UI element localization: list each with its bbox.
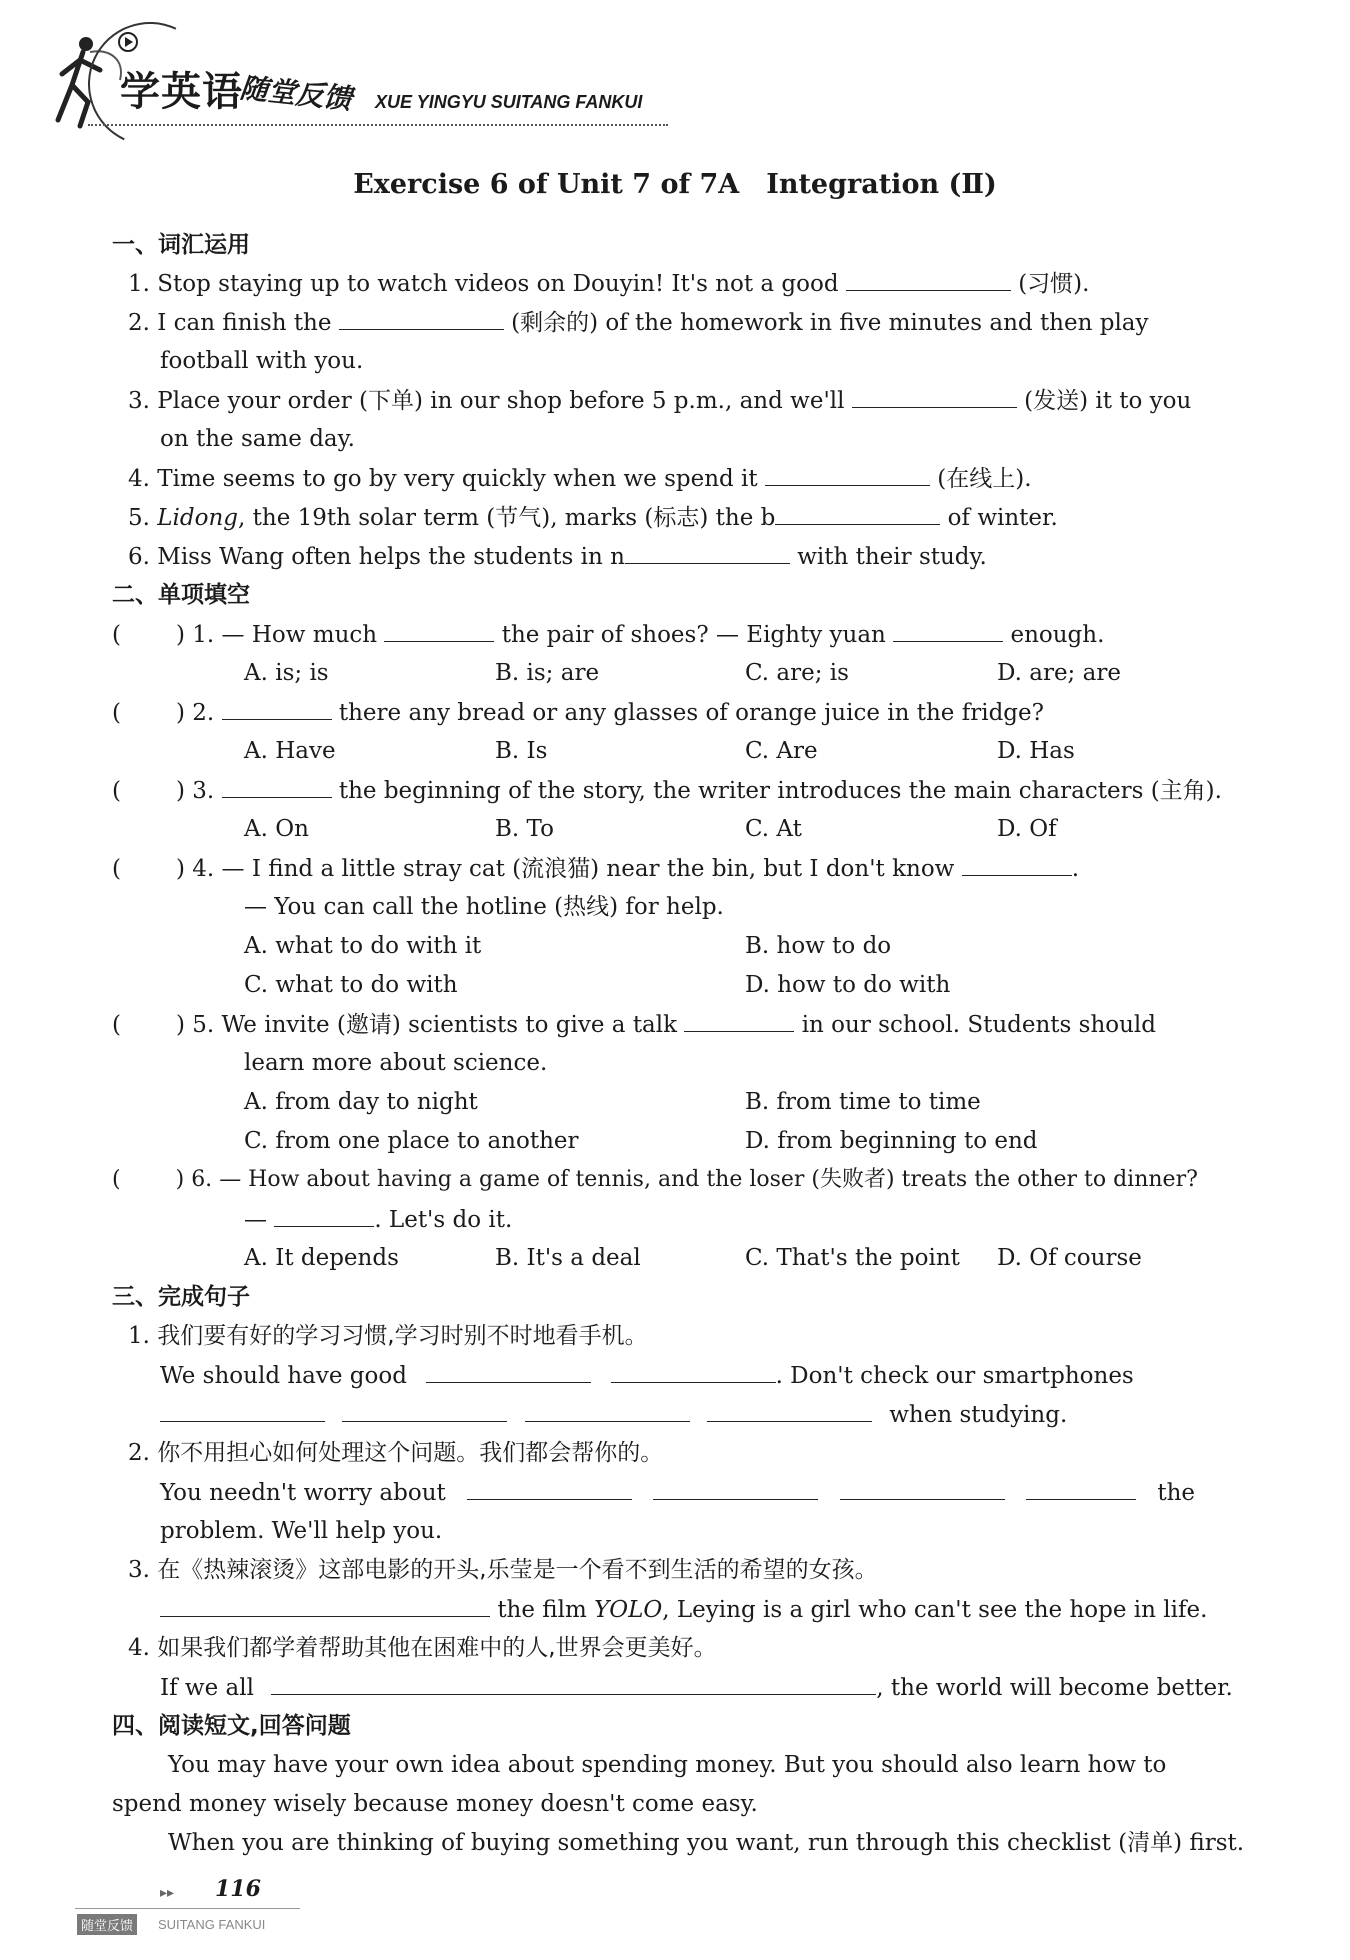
answer-blank[interactable] [342,1399,507,1422]
mc-question: ( ) 5. We invite (邀请) scientists to give a talk in our school. Students should [112,1009,1156,1040]
answer-blank[interactable] [160,1594,490,1617]
answer-paren[interactable]: ( ) [112,778,185,804]
answer-blank[interactable] [775,502,940,525]
option-d: D. Of course [997,1245,1142,1271]
option-b: B. is; are [495,660,600,686]
option-a: A. from day to night [244,1089,478,1115]
answer-blank[interactable] [525,1399,690,1422]
answer-blank [274,1204,374,1227]
page-number: 116 [215,1876,261,1902]
footer-label-cn: 随堂反馈 [77,1914,137,1935]
section-heading: 一、词汇运用 [112,232,250,258]
option-b: B. how to do [745,933,892,959]
option-a: A. what to do with it [244,933,482,959]
translate-item: 4. 如果我们都学着帮助其他在困难中的人,世界会更美好。 [128,1635,717,1661]
brand-title: 学英语 [120,69,243,115]
answer-blank[interactable] [846,268,1011,291]
option-d: D. from beginning to end [745,1128,1038,1154]
answer-blank[interactable] [765,463,930,486]
answer-paren[interactable]: ( ) [112,700,185,726]
answer-blank[interactable] [467,1477,632,1500]
vocab-item: 5. Lidong, the 19th solar term (节气), marks (标志) the b of winter. [128,502,1058,533]
option-d: D. how to do with [745,972,951,998]
option-a: A. Have [244,738,336,764]
answer-blank[interactable] [160,1399,325,1422]
answer-paren[interactable]: ( ) [112,856,185,882]
translate-answer-line: You needn't worry about the [160,1477,1195,1508]
option-c: C. That's the point [745,1245,960,1271]
option-b: B. from time to time [745,1089,981,1115]
option-c: C. are; is [745,660,849,686]
answer-blank [222,775,332,798]
brand-pinyin: XUE YINGYU SUITANG FANKUI [375,92,643,112]
exercise-title: Exercise 6 of Unit 7 of 7A Integration (Ⅱ) [353,169,997,200]
answer-blank [962,853,1072,876]
translate-item: 1. 我们要有好的学习习惯,学习时别不时地看手机。 [128,1323,648,1349]
answer-blank [684,1009,794,1032]
vocab-item: 6. Miss Wang often helps the students in n with their study. [128,541,987,572]
option-c: C. from one place to another [244,1128,579,1154]
mc-question: ( ) 3. the beginning of the story, the writer introduces the main characters (主角). [112,775,1222,806]
translate-item: 3. 在《热辣滚烫》这部电影的开头,乐莹是一个看不到生活的希望的女孩。 [128,1557,878,1583]
option-c: C. At [745,816,802,842]
reading-paragraph: spend money wisely because money doesn't come easy. [112,1791,758,1817]
reading-paragraph: You may have your own idea about spending money. But you should also learn how to [168,1752,1167,1778]
answer-blank[interactable] [339,307,504,330]
translate-answer-line: We should have good . Don't check our smartphones [160,1360,1134,1391]
answer-blank[interactable] [271,1672,876,1695]
vocab-item: 3. Place your order (下单) in our shop before 5 p.m., and we'll (发送) it to you [128,385,1191,416]
section-heading: 四、阅读短文,回答问题 [112,1713,351,1739]
option-c: C. what to do with [244,972,458,998]
translate-item: 2. 你不用担心如何处理这个问题。我们都会帮你的。 [128,1440,664,1466]
option-c: C. Are [745,738,818,764]
option-b: B. Is [495,738,548,764]
option-b: B. It's a deal [495,1245,641,1271]
answer-blank[interactable] [611,1360,776,1383]
footer-label-en: SUITANG FANKUI [158,1917,266,1932]
translate-answer-line: when studying. [160,1399,1067,1430]
mc-question: ( ) 6. — How about having a game of tennis, and the loser (失败者) treats the other to dinner? [112,1167,1198,1192]
vocab-item-continued: football with you. [160,348,364,374]
answer-blank[interactable] [653,1477,818,1500]
answer-paren[interactable]: ( ) [112,1167,185,1192]
translate-answer-line: If we all , the world will become better. [160,1672,1233,1703]
option-d: D. Of [997,816,1057,842]
section-heading: 二、单项填空 [112,582,250,608]
header-dotted-line [88,124,668,126]
answer-blank [222,697,332,720]
reading-paragraph: When you are thinking of buying something you want, run through this checklist (清单) first. [168,1830,1245,1856]
mc-question: ( ) 4. — I find a little stray cat (流浪猫) near the bin, but I don't know . [112,853,1079,884]
mc-question: ( ) 2. there any bread or any glasses of orange juice in the fridge? [112,697,1044,728]
option-d: D. Has [997,738,1075,764]
option-a: A. On [244,816,309,842]
answer-paren[interactable]: ( ) [112,622,185,648]
option-b: B. To [495,816,554,842]
translate-answer-line: problem. We'll help you. [160,1518,443,1544]
answer-blank[interactable] [1026,1477,1136,1500]
section-heading: 三、完成句子 [112,1284,250,1310]
answer-paren[interactable]: ( ) [112,1012,185,1038]
answer-blank[interactable] [852,385,1017,408]
question-line: — You can call the hotline (热线) for help. [244,894,724,920]
option-a: A. is; is [244,660,329,686]
vocab-item-continued: on the same day. [160,426,355,452]
answer-blank[interactable] [707,1399,872,1422]
translate-answer-line: the film YOLO, Leying is a girl who can't see the hope in life. [160,1594,1207,1625]
question-line: learn more about science. [244,1050,548,1076]
mc-question: ( ) 1. — How much the pair of shoes? — Eighty yuan enough. [112,619,1104,650]
footer-line [75,1908,300,1909]
answer-blank[interactable] [426,1360,591,1383]
answer-blank [384,619,494,642]
option-a: A. It depends [244,1245,399,1271]
arrows-icon: ▸▸ [160,1884,175,1900]
brand-subtitle: 随堂反馈 [238,71,354,116]
question-line: — . Let's do it. [244,1204,512,1235]
answer-blank [893,619,1003,642]
vocab-item: 4. Time seems to go by very quickly when we spend it (在线上). [128,463,1032,494]
answer-blank[interactable] [625,541,790,564]
answer-blank[interactable] [840,1477,1005,1500]
vocab-item: 2. I can finish the (剩余的) of the homework in five minutes and then play [128,307,1149,338]
vocab-item: 1. Stop staying up to watch videos on Douyin! It's not a good (习惯). [128,268,1089,299]
option-d: D. are; are [997,660,1121,686]
